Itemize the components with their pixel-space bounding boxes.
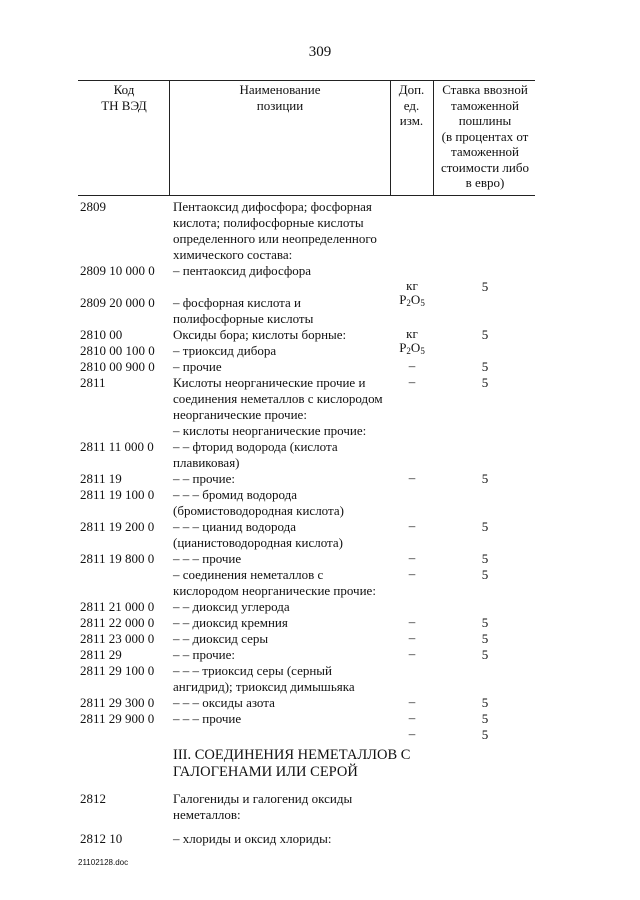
name-line: – – – оксиды азота <box>173 695 275 710</box>
unit-of-measure: – <box>408 630 416 645</box>
name-line: – триоксид дибора <box>173 343 277 358</box>
text-line: (в процентах от <box>441 128 529 144</box>
tnved-code: 2811 19 <box>80 471 122 486</box>
position-name <box>173 663 390 695</box>
unit-of-measure: – <box>408 470 416 485</box>
header-code <box>80 82 168 113</box>
position-name <box>173 615 390 631</box>
tnved-code: 2811 21 000 0 <box>80 599 155 614</box>
tnved-code: 2811 19 800 0 <box>80 551 155 566</box>
duty-rate: 5 <box>481 375 489 390</box>
table-row <box>0 647 640 663</box>
name-line: – – диоксид серы <box>173 631 269 646</box>
position-name <box>173 295 390 327</box>
table-row <box>0 327 640 343</box>
position-name <box>173 695 390 711</box>
tnved-code: 2811 22 000 0 <box>80 615 155 630</box>
duty-rate: 5 <box>481 647 489 662</box>
header-rate <box>434 82 536 191</box>
text-line: Наименование <box>239 82 321 97</box>
page-number: 309 <box>308 44 332 60</box>
name-line: – – – прочие <box>173 551 242 566</box>
text-line: Доп. <box>398 82 425 97</box>
tnved-code: 2809 10 000 0 <box>80 263 155 278</box>
name-line: – – – цианид водорода <box>173 519 297 534</box>
name-line: кислородом неорганические прочие: <box>173 583 376 598</box>
text-line: Код <box>113 82 135 97</box>
footer-filename: 21102128.doc <box>78 858 129 867</box>
name-line: – – – прочие <box>173 711 242 726</box>
tnved-code: 2811 11 000 0 <box>80 439 154 454</box>
tnved-code: 2810 00 <box>80 327 123 342</box>
text-line: стоимости либо <box>440 159 529 175</box>
name-line: определенного или неопределенного <box>173 231 377 246</box>
name-line: – – фторид водорода (кислота <box>173 439 338 454</box>
section-title-line: ГАЛОГЕНАМИ ИЛИ СЕРОЙ <box>173 764 358 780</box>
name-line: Оксиды бора; кислоты борные: <box>173 327 347 342</box>
name-line: – хлориды и оксид хлориды: <box>173 831 332 846</box>
duty-rate: 5 <box>481 711 489 726</box>
text-line: таможенной <box>451 144 519 159</box>
position-name <box>173 599 390 615</box>
position-name <box>173 343 390 359</box>
table-row <box>0 791 640 823</box>
text-line: пошлины <box>458 113 512 128</box>
position-name <box>173 327 390 343</box>
name-line: – прочие <box>173 359 222 374</box>
table-row <box>0 375 640 423</box>
table-row <box>0 471 640 487</box>
name-line: плавиковая) <box>173 455 240 470</box>
unit-of-measure: – <box>408 374 416 389</box>
tnved-code: 2812 10 <box>80 831 123 846</box>
table-row <box>0 711 640 742</box>
name-line: – – – триоксид серы (серный <box>173 663 332 678</box>
unit-of-measure: – <box>408 694 416 709</box>
duty-rate: 5 <box>481 359 489 374</box>
spacer <box>0 823 640 831</box>
position-name <box>173 831 390 847</box>
table-row <box>0 831 640 847</box>
name-line: (бромистоводородная кислота) <box>173 503 344 518</box>
tnved-code: 2811 29 100 0 <box>80 663 155 678</box>
tnved-code: 2810 00 900 0 <box>80 359 155 374</box>
name-line: (цианистоводородная кислота) <box>173 535 343 550</box>
unit-of-measure: – <box>408 358 416 373</box>
name-line: Кислоты неорганические прочие и <box>173 375 366 390</box>
position-name <box>173 471 390 487</box>
duty-rate: 5 <box>481 631 489 646</box>
tnved-code: 2811 <box>80 375 106 390</box>
position-name <box>173 631 390 647</box>
text-line: в евро) <box>465 175 505 190</box>
position-name <box>173 567 390 599</box>
tnved-code: 2809 20 000 0 <box>80 295 155 310</box>
header-top-rule <box>78 80 535 81</box>
duty-rate: 5 <box>481 551 489 566</box>
name-line: неметаллов: <box>173 807 241 822</box>
name-line: – – прочие: <box>173 647 235 662</box>
tnved-code: 2811 19 100 0 <box>80 487 155 502</box>
position-name <box>173 263 390 279</box>
position-name <box>173 439 390 471</box>
name-line: – фосфорная кислота и <box>173 295 301 310</box>
tnved-code: 2811 19 200 0 <box>80 519 155 534</box>
name-line: полифосфорные кислоты <box>173 311 314 326</box>
duty-rate: 5 <box>481 695 489 710</box>
header-name <box>170 82 390 113</box>
name-line: ангидрид); триоксид димышьяка <box>173 679 355 694</box>
name-line: кислота; полифосфорные кислоты <box>173 215 364 230</box>
text-line: таможенной <box>451 97 519 113</box>
name-line: – – диоксид кремния <box>173 615 288 630</box>
name-line: неорганические прочие: <box>173 407 307 422</box>
name-line: – – прочие: <box>173 471 235 486</box>
header-bottom-rule <box>78 195 535 196</box>
name-line: соединения неметаллов с кислородом <box>173 391 383 406</box>
name-line: – пентаоксид дифосфора <box>173 263 312 278</box>
text-line: ТН ВЭД <box>101 97 147 113</box>
position-name <box>173 487 390 519</box>
tnved-code: 2811 29 300 0 <box>80 695 155 710</box>
unit-of-measure: – <box>408 710 416 725</box>
text-line: ед. <box>403 97 420 113</box>
unit-of-measure: кг $P_2O_5$ <box>399 278 425 308</box>
name-line: химического состава: <box>173 247 293 262</box>
position-name <box>173 199 390 263</box>
name-line: Пентаоксид дифосфора; фосфорная <box>173 199 372 214</box>
name-line: Галогениды и галогенид оксиды <box>173 791 353 806</box>
text-line: позиции <box>256 97 304 113</box>
table-row <box>0 567 640 599</box>
text-line: Ставка ввозной <box>442 82 528 97</box>
tnved-code: 2812 <box>80 791 106 806</box>
position-name <box>173 647 390 663</box>
section-title-line: III. СОЕДИНЕНИЯ НЕМЕТАЛЛОВ С <box>173 747 411 763</box>
name-line: – кислоты неорганические прочие: <box>173 423 367 438</box>
unit-of-measure: – <box>408 726 416 741</box>
duty-rate: 5 <box>481 615 489 630</box>
unit-of-measure: кг $P_2O_5$ <box>399 326 425 356</box>
tnved-code: 2811 23 000 0 <box>80 631 155 646</box>
tnved-code: 2810 00 100 0 <box>80 343 155 358</box>
header-unit <box>390 82 433 129</box>
tnved-code: 2809 <box>80 199 106 214</box>
position-name <box>173 375 390 423</box>
unit-of-measure: – <box>408 646 416 661</box>
duty-rate: 5 <box>481 727 489 742</box>
position-name <box>173 423 390 439</box>
duty-rate: 5 <box>481 567 489 582</box>
unit-of-measure: – <box>408 518 416 533</box>
text-line: изм. <box>399 113 424 128</box>
unit-of-measure: – <box>408 614 416 629</box>
duty-rate: 5 <box>481 519 489 534</box>
name-line: – – – бромид водорода <box>173 487 297 502</box>
position-name <box>173 551 390 567</box>
section-title <box>173 747 640 781</box>
unit-of-measure: – <box>408 550 416 565</box>
duty-rate: 5 <box>481 471 489 486</box>
tnved-code: 2811 29 900 0 <box>80 711 155 726</box>
name-line: – соединения неметаллов с <box>173 567 324 582</box>
position-name <box>173 359 390 375</box>
duty-rate: 5 <box>481 279 489 294</box>
position-name <box>173 711 390 727</box>
unit-of-measure: – <box>408 566 416 581</box>
position-name <box>173 519 390 551</box>
tnved-code: 2811 29 <box>80 647 122 662</box>
table-row <box>0 423 640 439</box>
duty-rate: 5 <box>481 327 489 342</box>
table-row <box>0 199 640 263</box>
tariff-table <box>0 199 640 847</box>
name-line: – – диоксид углерода <box>173 599 290 614</box>
position-name <box>173 791 390 823</box>
